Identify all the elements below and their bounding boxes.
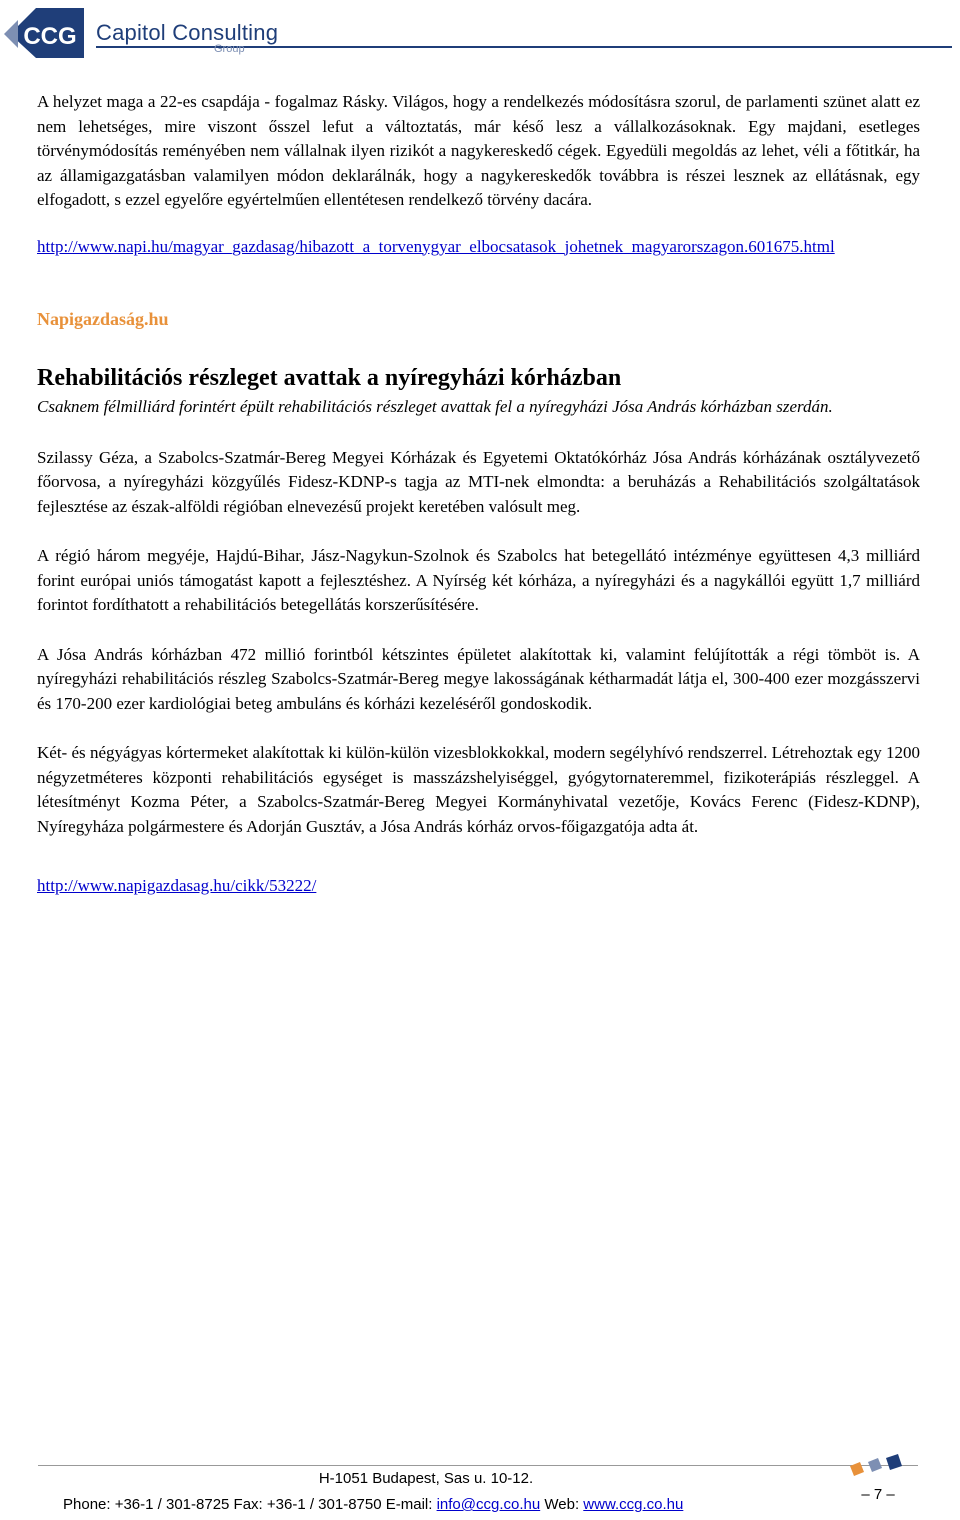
footer-web-label: Web: [540,1496,584,1513]
company-group-label: Group [214,43,245,55]
document-body [37,90,920,899]
article-paragraph: A helyzet maga a 22-es csapdája - fogalmaz Rásky. Világos, hogy a rendelkezés módosításra szorul, de parlamenti szünet alatt ez nem lehetséges, mire viszont ősszel lefut a változtatás, már késő lesz a vállalkozásoknak. Egy majdani, esetleges törvénymódosítás reményében nem vállalnak ilyen rizikót a nagykereskedő cégek. Egyedüli megoldás az lehet, véli a főtitkár, ha az államigazgatásban valamilyen módon deklarálnák, hogy a nagykereskedők továbbra is részei lesznek az ellátásnak, egy elfogadott, s ezzel egyelőre egyértelműen ellentétesen rendelkező törvény dacára. [37,92,920,209]
company-name: Capitol Consulting [96,20,279,45]
article-paragraph: Szilassy Géza, a Szabolcs-Szatmár-Bereg Megyei Kórházak és Egyetemi Oktatókórház Jósa András kórházának osztályvezető főorvosa, a nyíregyházi közgyűlés Fidesz-KDNP-s tagja az MTI-nek elmondta: a beruházás a Rehabilitációs szolgáltatások fejlesztése az észak-alföldi régióban elnevezésű projekt keretében valósult meg. [37,447,920,516]
footer-divider [38,1465,918,1466]
footer-logo-icon [844,1452,914,1480]
footer-address: H-1051 Budapest, Sas u. 10-12. [318,1470,534,1487]
footer-contact-text: Phone: +36-1 / 301-8725 Fax: +36-1 / 301-8750 E-mail: [63,1496,437,1513]
article-source: Napigazdaság.hu [37,309,169,329]
email-link[interactable]: info@ccg.co.hu [436,1496,541,1513]
page-number: – 7 – [861,1486,895,1503]
footer-contact [63,1496,683,1513]
article-lead: Csaknem félmilliárd forintért épült rehabilitációs részleget avattak fel a nyíregyházi Jósa András kórházban szerdán. [37,397,833,416]
article-paragraph: A régió három megyéje, Hajdú-Bihar, Jász-Nagykun-Szolnok és Szabolcs hat betegellátó intézménye együttesen 4,3 milliárd forint európai uniós támogatást kapott a fejlesztéshez. A Nyírség két kórháza, a nyíregyházi és a nagykállói együtt 1,7 milliárd forintot fordíthatott a rehabilitációs betegellátás korszerűsítésére. [37,546,920,614]
website-link[interactable]: www.ccg.co.hu [583,1496,684,1513]
logo-initials: CCG [23,23,77,50]
article-paragraph: Két- és négyágyas kórtermeket alakítottak ki külön-külön vizesblokkokkal, modern segélyhívó rendszerrel. Létrehoztak egy 1200 négyzetméteres központi rehabilitációs egységet is masszázshelyiséggel, gyógytornateremmel, fizikoterápiás részleggel. A létesítményt Kozma Péter, a Szabolcs-Szatmár-Bereg Megyei Kormányhivatal vezetője, Kovács Ferenc (Fidesz-KDNP), Nyíregyháza polgármestere és Adorján Gusztáv, a Jósa András kórház orvos-főigazgatója adta át. [37,743,920,836]
page-header [0,0,960,70]
article-paragraph: A Jósa András kórházban 472 millió forintból kétszintes épületet alakítottak ki, valamint felújították a régi tömböt is. A nyíregyházi rehabilitációs részleg Szabolcs-Szatmár-Bereg megye lakosságának kétharmadát látja el, 300-400 ezer mozgásszervi és 170-200 ezer kardiológiai beteg ambuláns és kórházi kezeléséről gondoskodik. [37,644,920,713]
ccg-logo-icon [4,4,90,62]
source-link[interactable]: http://www.napi.hu/magyar_gazdasag/hibazott_a_torvenygyar_elbocsatasok_johetnek_magyarorszagon.601675.html [37,236,835,256]
source-link[interactable]: http://www.napigazdasag.hu/cikk/53222/ [37,876,317,895]
article-title: Rehabilitációs részleget avattak a nyíregyházi kórházban [37,365,622,391]
